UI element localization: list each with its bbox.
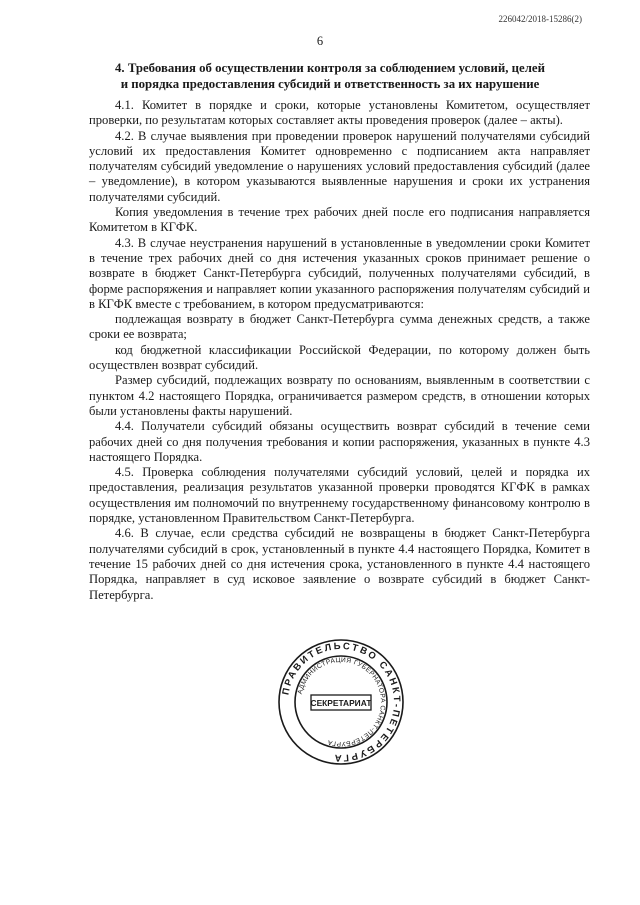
paragraph-4-3: 4.3. В случае неустранения нарушений в установленные в уведомлении сроки Комитет в течение трех рабочих дней со дня истечения указанных сроков принимает решение о возврате в бюджет Санкт-Петербурга субсидий, полученных получателями субсидий, в форме распоряжения и направляет копии указанного распоряжения получателям субсидий и в КГФК вместе с требованием, в котором предусматриваются:: [89, 235, 590, 311]
paragraph-4-1: 4.1. Комитет в порядке и сроки, которые установлены Комитетом, осуществляет проверки, по результатам которых составляет акты проведения проверок (далее – акты).: [89, 98, 590, 128]
page-number: 6: [316, 34, 324, 48]
stamp-inner-text: АДМИНИСТРАЦИЯ ГУБЕРНАТОРА САНКТ-ПЕТЕРБУРГА: [296, 656, 387, 748]
section-title-line-1: 4. Требования об осуществлении контроля за соблюдением условий, целей: [115, 61, 545, 75]
section-title: [110, 60, 550, 92]
paragraph-refund-amount: подлежащая возврату в бюджет Санкт-Петербурга сумма денежных средств, а также сроки ее возврата;: [89, 312, 590, 342]
paragraph-notice-copy: Копия уведомления в течение трех рабочих дней после его подписания направляется Комитетом в КГФК.: [89, 205, 590, 235]
paragraph-4-5: 4.5. Проверка соблюдения получателями субсидий условий, целей и порядка их предоставления, реализация результатов указанной проверки проводятся КГФК в рамках осуществления им полномочий по внутреннему государственному финансовому контролю в порядке, установленном Правительством Санкт-Петербурга.: [89, 465, 590, 526]
paragraph-budget-code: код бюджетной классификации Российской Федерации, по которому должен быть осуществлен возврат субсидий.: [89, 342, 590, 373]
section-body: [89, 98, 590, 603]
paragraph-4-4: 4.4. Получатели субсидий обязаны осуществить возврат субсидий в течение семи рабочих дней со дня получения требования и копии распоряжения, указанных в пункте 4.3 настоящего Порядка.: [89, 419, 590, 464]
stamp-outer-text: ПРАВИТЕЛЬСТВО САНКТ-ПЕТЕРБУРГА: [280, 640, 403, 764]
paragraph-refund-size: Размер субсидий, подлежащих возврату по основаниям, выявленным в соответствии с пунктом 4.2 настоящего Порядка, ограничивается размером средств, в отношении которых были установлены факты нарушений.: [89, 373, 590, 418]
paragraph-4-2: 4.2. В случае выявления при проведении проверок нарушений получателями субсидий условий их предоставления Комитет одновременно с подписанием акта направляет получателям субсидий уведомление о нарушениях условий предоставления субсидий (далее – уведомление), в котором указываются выявленные нарушения и сроки их устранения получателями субсидий.: [89, 128, 590, 204]
document-number: 226042/2018-15286(2): [498, 14, 582, 24]
paragraph-4-6: 4.6. В случае, если средства субсидий не возвращены в бюджет Санкт-Петербурга получателями субсидий в срок, установленный в пункте 4.4 настоящего Порядка, Комитет в течение 15 рабочих дней со дня истечения срока, установленного в пункте 4.4 настоящего Порядка, направляет в суд исковое заявление о возврате субсидий в бюджет Санкт-Петербурга.: [89, 526, 590, 602]
stamp-center-text: СЕКРЕТАРИАТ: [310, 698, 372, 708]
secretariat-seal-stamp: [277, 638, 405, 766]
section-title-line-2: и порядка предоставления субсидий и ответственность за их нарушение: [120, 77, 540, 91]
